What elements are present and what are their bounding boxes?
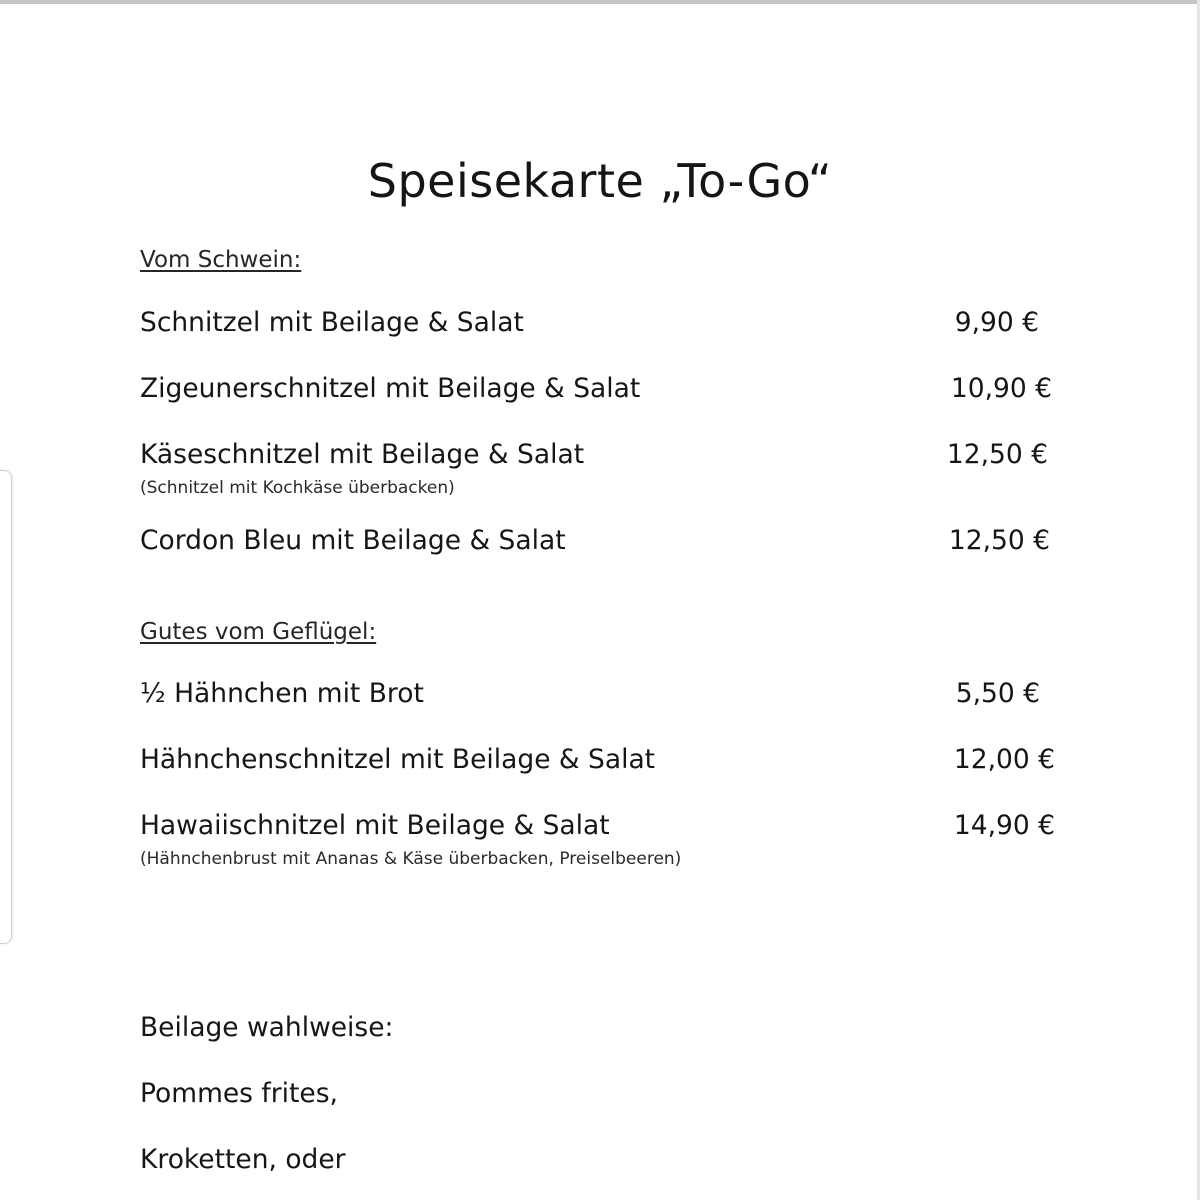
page-title: Speisekarte „To-Go“ [367, 154, 833, 208]
menu-item-price: 10,90 € [950, 373, 1052, 404]
menu-item-name: Zigeunerschnitzel mit Beilage & Salat [140, 373, 641, 404]
menu-item-name: Schnitzel mit Beilage & Salat [140, 307, 524, 338]
side-option: Pommes frites, [140, 1078, 338, 1109]
side-panel-tab[interactable] [0, 470, 12, 944]
menu-item-name: Cordon Bleu mit Beilage & Salat [140, 525, 566, 556]
side-option: Kroketten, oder [140, 1144, 346, 1175]
menu-item-price: 14,90 € [953, 810, 1055, 841]
menu-item-price: 12,00 € [953, 744, 1055, 775]
menu-item-note: (Hähnchenbrust mit Ananas & Käse überbacken, Preiselbeeren) [140, 849, 682, 869]
menu-item-name: Käseschnitzel mit Beilage & Salat [140, 439, 585, 470]
menu-item-note: (Schnitzel mit Kochkäse überbacken) [140, 478, 455, 498]
sides-heading: Beilage wahlweise: [140, 1012, 394, 1043]
section-heading-poultry: Gutes vom Geflügel: [140, 619, 377, 645]
section-heading-pork: Vom Schwein: [140, 247, 302, 273]
menu-item-price: 12,50 € [946, 439, 1048, 470]
menu-item-name: Hähnchenschnitzel mit Beilage & Salat [140, 744, 656, 775]
menu-item-name: ½ Hähnchen mit Brot [140, 678, 424, 709]
page-top-border [0, 0, 1200, 4]
menu-item-price: 5,50 € [955, 678, 1040, 709]
menu-item-price: 12,50 € [948, 525, 1050, 556]
menu-item-price: 9,90 € [954, 307, 1039, 338]
menu-item-name: Hawaiischnitzel mit Beilage & Salat [140, 810, 610, 841]
